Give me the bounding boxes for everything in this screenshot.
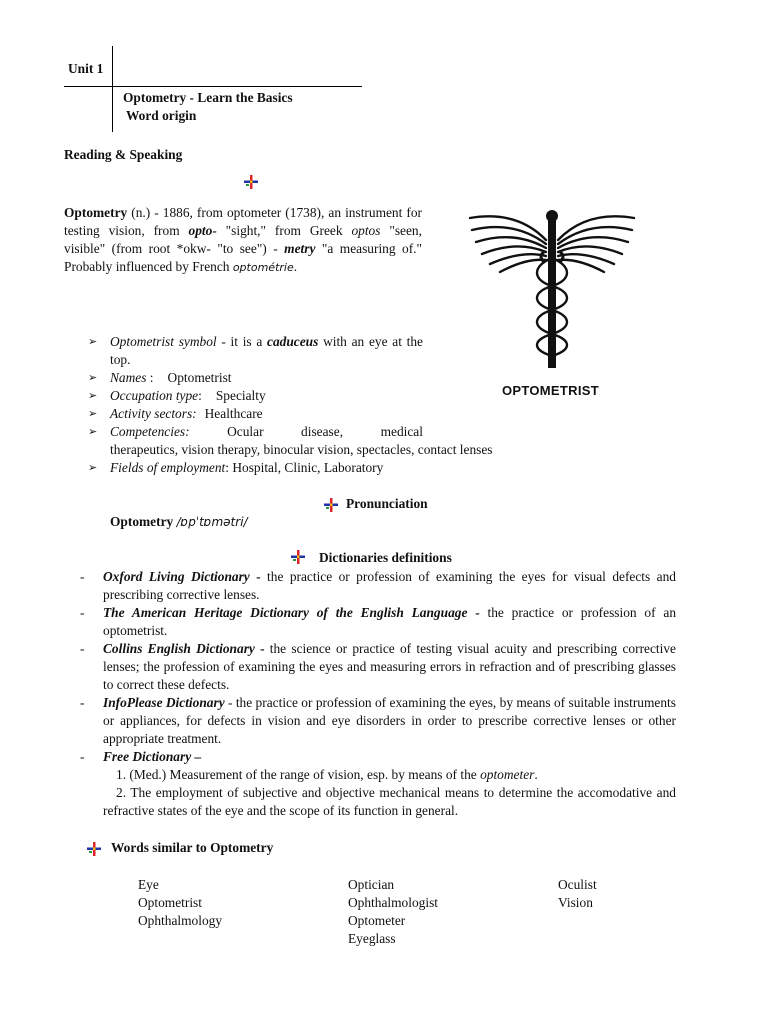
fact-fields: ➢ Fields of employment: Hospital, Clinic, Laboratory (88, 460, 384, 475)
pronunciation-heading: Pronunciation (346, 496, 428, 511)
pronunciation-ipa: /ɒpˈtɒmətri/ (176, 515, 248, 529)
header-vertical-rule (112, 46, 113, 132)
definition-free-2: 2. The employment of subjective and objective mechanical means to determine the accomodative and refractive states of the eye and the scope of its function in general. (103, 785, 676, 818)
arrow-bullet-icon: ➢ (88, 389, 98, 402)
plus-icon (323, 497, 339, 513)
list-item: Vision (558, 895, 593, 910)
pronunciation-line: Optometry /ɒpˈtɒmətri/ (110, 514, 248, 529)
unit-label: Unit 1 (68, 61, 104, 76)
list-item: Optometrist (138, 895, 202, 910)
definition-infoplease: - InfoPlease Dictionary - the practice or profession of examining the eyes, by means of suitable instruments or appliances, for defects in vision and eye disorders in order to prescribe corrective lenses or other appropriate treatment. (80, 695, 676, 746)
list-item: Oculist (558, 877, 597, 892)
fact-competencies-continued: therapeutics, vision therapy, binocular vision, spectacles, contact lenses (110, 442, 493, 457)
list-item: Eyeglass (348, 931, 396, 946)
arrow-bullet-icon: ➢ (88, 425, 98, 438)
arrow-bullet-icon: ➢ (88, 407, 98, 420)
definition-american-heritage: - The American Heritage Dictionary of the English Language - the practice or profession of an optometrist. (80, 605, 677, 638)
list-item: Optometer (348, 913, 406, 928)
definition-free-1: 1. (Med.) Measurement of the range of vision, esp. by means of the optometer. (116, 767, 538, 782)
similar-column-3 (558, 876, 597, 912)
similar-heading: Words similar to Optometry (111, 840, 274, 855)
reading-heading: Reading & Speaking (64, 147, 183, 162)
caduceus-icon (462, 200, 642, 376)
list-item: Optician (348, 877, 395, 892)
plus-icon (86, 841, 102, 857)
term-caduceus: caduceus (267, 334, 319, 349)
term-metry: metry (284, 241, 316, 256)
header-horizontal-rule (64, 86, 362, 87)
list-item: Ophthalmologist (348, 895, 439, 910)
etymology-paragraph: Optometry (n.) - 1886, from optometer (1738), an instrument for testing vision, from opto- "sight," from Greek optos "seen, visible" (from root *okw- "to see") - metry "a measuring of." Probably influenced by French optométrie. (64, 205, 422, 274)
fact-occupation: ➢ Occupation type: Specialty (88, 388, 266, 403)
arrow-bullet-icon: ➢ (88, 461, 98, 474)
definition-collins: - Collins English Dictionary - the science or practice of testing visual acuity and prescribing corrective lenses; the profession of examining the eyes and measuring errors in refraction and of prescribing glasses to correct these defects. (80, 641, 676, 692)
fact-competencies: ➢ Competencies: Ocular disease, medical (88, 424, 423, 439)
arrow-bullet-icon: ➢ (88, 335, 98, 348)
term-french: optométrie (232, 261, 294, 274)
plus-icon (243, 174, 259, 190)
similar-column-2 (348, 876, 438, 948)
page-subtitle: Word origin (126, 108, 197, 123)
term-optos: optos (351, 223, 381, 238)
term-opto: opto- (188, 223, 217, 238)
list-item: Eye (138, 877, 159, 892)
page-title: Optometry - Learn the Basics (123, 90, 293, 105)
plus-icon (290, 549, 306, 565)
definition-oxford: - Oxford Living Dictionary - the practice or profession of examining the eyes for visual defects and prescribing corrective lenses. (80, 569, 676, 602)
similar-column-1 (138, 876, 222, 930)
fact-symbol: ➢ Optometrist symbol - it is a caduceus with an eye at the top. (88, 334, 423, 367)
fact-names: ➢ Names : Optometrist (88, 370, 232, 385)
list-item: Ophthalmology (138, 913, 223, 928)
fact-activity: ➢ Activity sectors: Healthcare (88, 406, 263, 421)
term-optometry: Optometry (64, 205, 128, 220)
arrow-bullet-icon: ➢ (88, 371, 98, 384)
symbol-caption: OPTOMETRIST (502, 383, 599, 398)
definitions-heading: Dictionaries definitions (319, 550, 452, 565)
definition-free: - Free Dictionary – (80, 749, 202, 764)
